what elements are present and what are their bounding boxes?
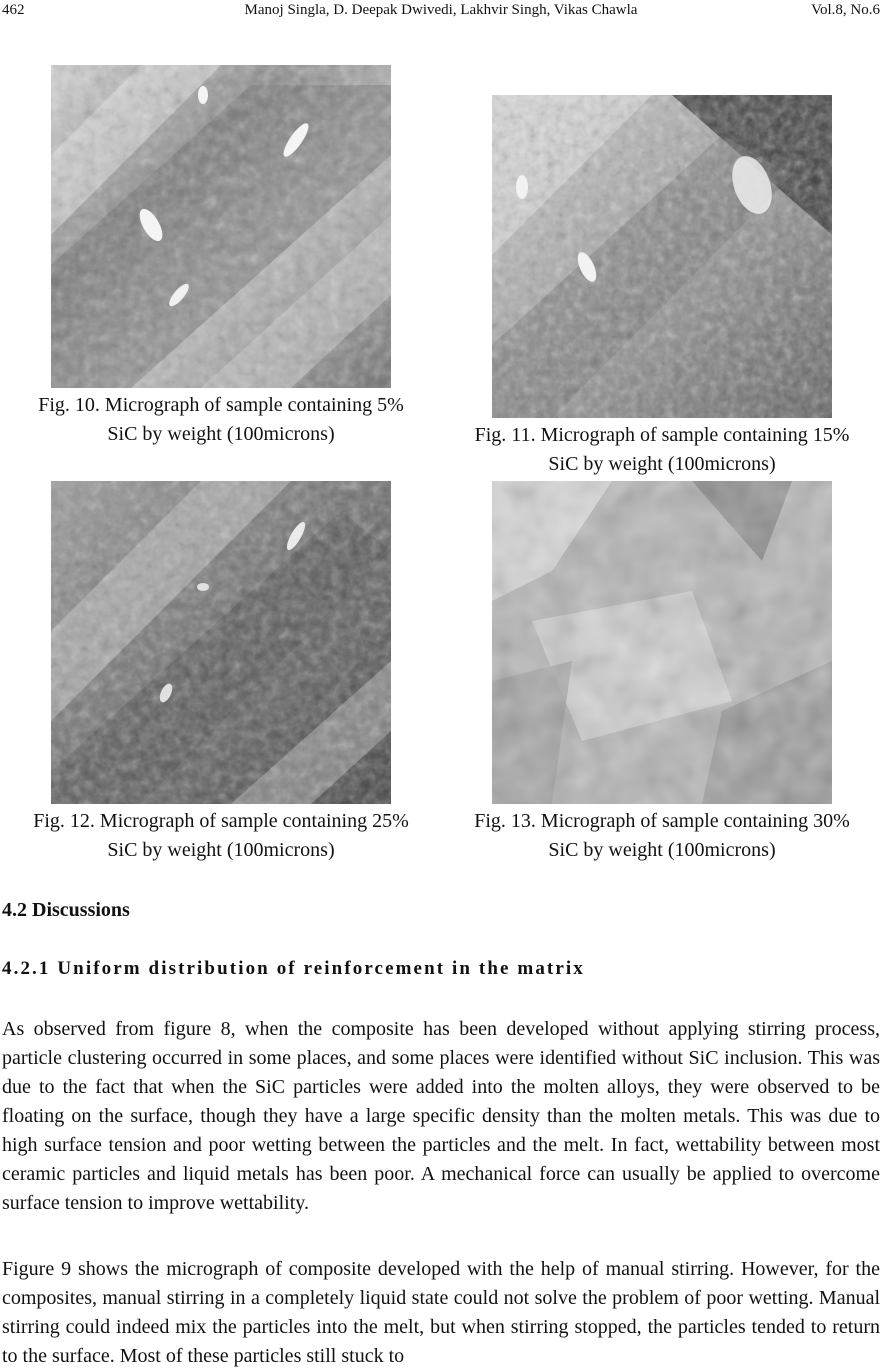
page-number: 462	[2, 2, 25, 18]
figure-caption-fig11	[442, 421, 882, 479]
caption-line: Fig. 13. Micrograph of sample containing 30%	[474, 810, 850, 832]
micrograph-fig10	[51, 65, 391, 388]
header-authors: Manoj Singla, D. Deepak Dwivedi, Lakhvir Singh, Vikas Chawla	[244, 2, 638, 18]
caption-line: Fig. 11. Micrograph of sample containing 15%	[474, 424, 850, 446]
subsection-heading: 4.2.1 Uniform distribution of reinforcement in the matrix	[2, 958, 585, 979]
running-header	[0, 0, 882, 24]
caption-line: SiC by weight (100microns)	[548, 453, 776, 475]
caption-line: SiC by weight (100microns)	[107, 423, 335, 445]
header-volume: Vol.8, No.6	[811, 2, 880, 18]
caption-line: SiC by weight (100microns)	[107, 839, 335, 861]
figure-caption-fig12	[0, 807, 442, 865]
micrograph-fig13	[492, 481, 832, 804]
caption-line: Fig. 10. Micrograph of sample containing 5%	[38, 394, 404, 416]
body-paragraph: As observed from figure 8, when the composite has been developed without applying stirring process, particle clustering occurred in some places, and some places were identified without SiC inclusion. This was due to the fact that when the SiC particles were added into the molten alloys, they were observed to be floating on the surface, though they have a large specific density than the molten metals. This was due to high surface tension and poor wetting between the particles and the melt. In fact, wettability between most ceramic particles and liquid metals has been poor. A mechanical force can usually be applied to overcome surface tension to improve wettability.	[2, 1018, 880, 1214]
micrograph-fig12	[51, 481, 391, 804]
body-paragraph: Figure 9 shows the micrograph of composite developed with the help of manual stirring. However, for the composites, manual stirring in a completely liquid state could not solve the problem of poor wetting. Manual stirring could indeed mix the particles into the melt, but when stirring stopped, the particles tended to return to the surface. Most of these particles still stuck to	[2, 1258, 880, 1367]
figure-caption-fig10	[0, 391, 442, 449]
caption-line: SiC by weight (100microns)	[548, 839, 776, 861]
figure-caption-fig13	[442, 807, 882, 865]
section-heading: 4.2 Discussions	[2, 899, 130, 921]
caption-line: Fig. 12. Micrograph of sample containing 25%	[33, 810, 409, 832]
micrograph-fig11	[492, 95, 832, 418]
